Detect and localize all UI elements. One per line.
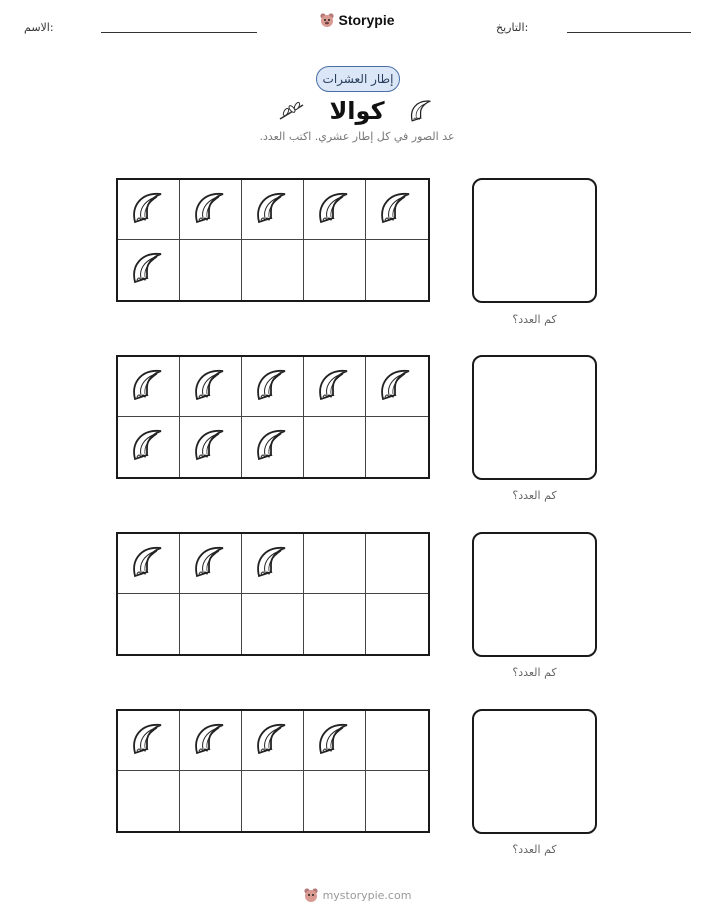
frame-cell (118, 417, 180, 477)
frame-cell (366, 711, 428, 771)
topic-pill: إطار العشرات (316, 66, 400, 92)
frame-cell (366, 771, 428, 831)
frame-cell (118, 357, 180, 417)
frame-cell (118, 711, 180, 771)
answer-box[interactable] (472, 532, 597, 657)
koala-claw-icon (191, 425, 231, 469)
frame-cell (118, 534, 180, 594)
frame-cell (180, 534, 242, 594)
koala-claw-icon (191, 365, 231, 409)
instructions: عد الصور في كل إطار عشري. اكتب العدد. (259, 130, 455, 143)
footer-logo-icon (303, 887, 319, 903)
footer (0, 887, 714, 907)
frame-cell (304, 180, 366, 240)
frame-cell (304, 594, 366, 654)
koala-claw-icon (129, 425, 169, 469)
storypie-logo-icon (319, 12, 335, 28)
frame-cell (366, 534, 428, 594)
koala-claw-icon (129, 365, 169, 409)
koala-claw-icon (377, 188, 417, 232)
koala-claw-icon (129, 542, 169, 586)
question-label: كم العدد؟ (512, 843, 557, 856)
footer-url[interactable]: mystorypie.com (322, 888, 412, 902)
frame-cell (118, 771, 180, 831)
frame-cell (366, 240, 428, 300)
title-row (0, 96, 714, 126)
koala-claw-icon (253, 719, 293, 763)
eucalyptus-branch-icon (277, 99, 307, 123)
koala-claw-icon (315, 719, 355, 763)
frame-cell (366, 594, 428, 654)
frame-cell (304, 357, 366, 417)
frame-cell (366, 180, 428, 240)
koala-claw-icon (315, 365, 355, 409)
frame-cell (118, 180, 180, 240)
koala-claw-icon (129, 188, 169, 232)
worksheet-title: كوالا (329, 97, 385, 125)
frame-cell (118, 240, 180, 300)
frame-cell (180, 180, 242, 240)
frame-cell (180, 711, 242, 771)
frame-cell (304, 240, 366, 300)
question-label: كم العدد؟ (512, 489, 557, 502)
koala-claw-icon (129, 719, 169, 763)
koala-claw-icon (377, 365, 417, 409)
frame-cell (118, 594, 180, 654)
question-label: كم العدد؟ (512, 313, 557, 326)
koala-claw-icon (253, 365, 293, 409)
frame-cell (304, 771, 366, 831)
koala-claw-icon (129, 248, 169, 292)
frame-cell (366, 417, 428, 477)
frame-cell (304, 417, 366, 477)
date-line[interactable] (567, 32, 691, 33)
brand (0, 12, 714, 32)
ten-frame (116, 532, 430, 656)
koala-claw-icon (253, 425, 293, 469)
koala-claw-icon (315, 188, 355, 232)
frame-cell (180, 594, 242, 654)
answer-box[interactable] (472, 709, 597, 834)
frame-cell (242, 594, 304, 654)
frame-cell (242, 711, 304, 771)
koala-claw-icon (253, 188, 293, 232)
koala-claw-icon (407, 97, 437, 125)
name-line[interactable] (101, 32, 257, 33)
answer-box[interactable] (472, 355, 597, 480)
frame-cell (180, 417, 242, 477)
frame-cell (180, 357, 242, 417)
frame-cell (304, 711, 366, 771)
brand-name: Storypie (338, 12, 395, 28)
frame-cell (180, 771, 242, 831)
question-label: كم العدد؟ (512, 666, 557, 679)
frame-cell (242, 534, 304, 594)
frame-cell (242, 417, 304, 477)
frame-cell (242, 180, 304, 240)
frame-cell (180, 240, 242, 300)
frame-cell (366, 357, 428, 417)
koala-claw-icon (191, 719, 231, 763)
ten-frame (116, 355, 430, 479)
frame-cell (242, 771, 304, 831)
date-label: التاريخ: (496, 21, 529, 34)
ten-frame (116, 709, 430, 833)
frame-cell (242, 357, 304, 417)
koala-claw-icon (253, 542, 293, 586)
koala-claw-icon (191, 188, 231, 232)
frame-cell (304, 534, 366, 594)
frame-cell (242, 240, 304, 300)
koala-claw-icon (191, 542, 231, 586)
ten-frame (116, 178, 430, 302)
name-label: الاسم: (24, 21, 54, 34)
answer-box[interactable] (472, 178, 597, 303)
